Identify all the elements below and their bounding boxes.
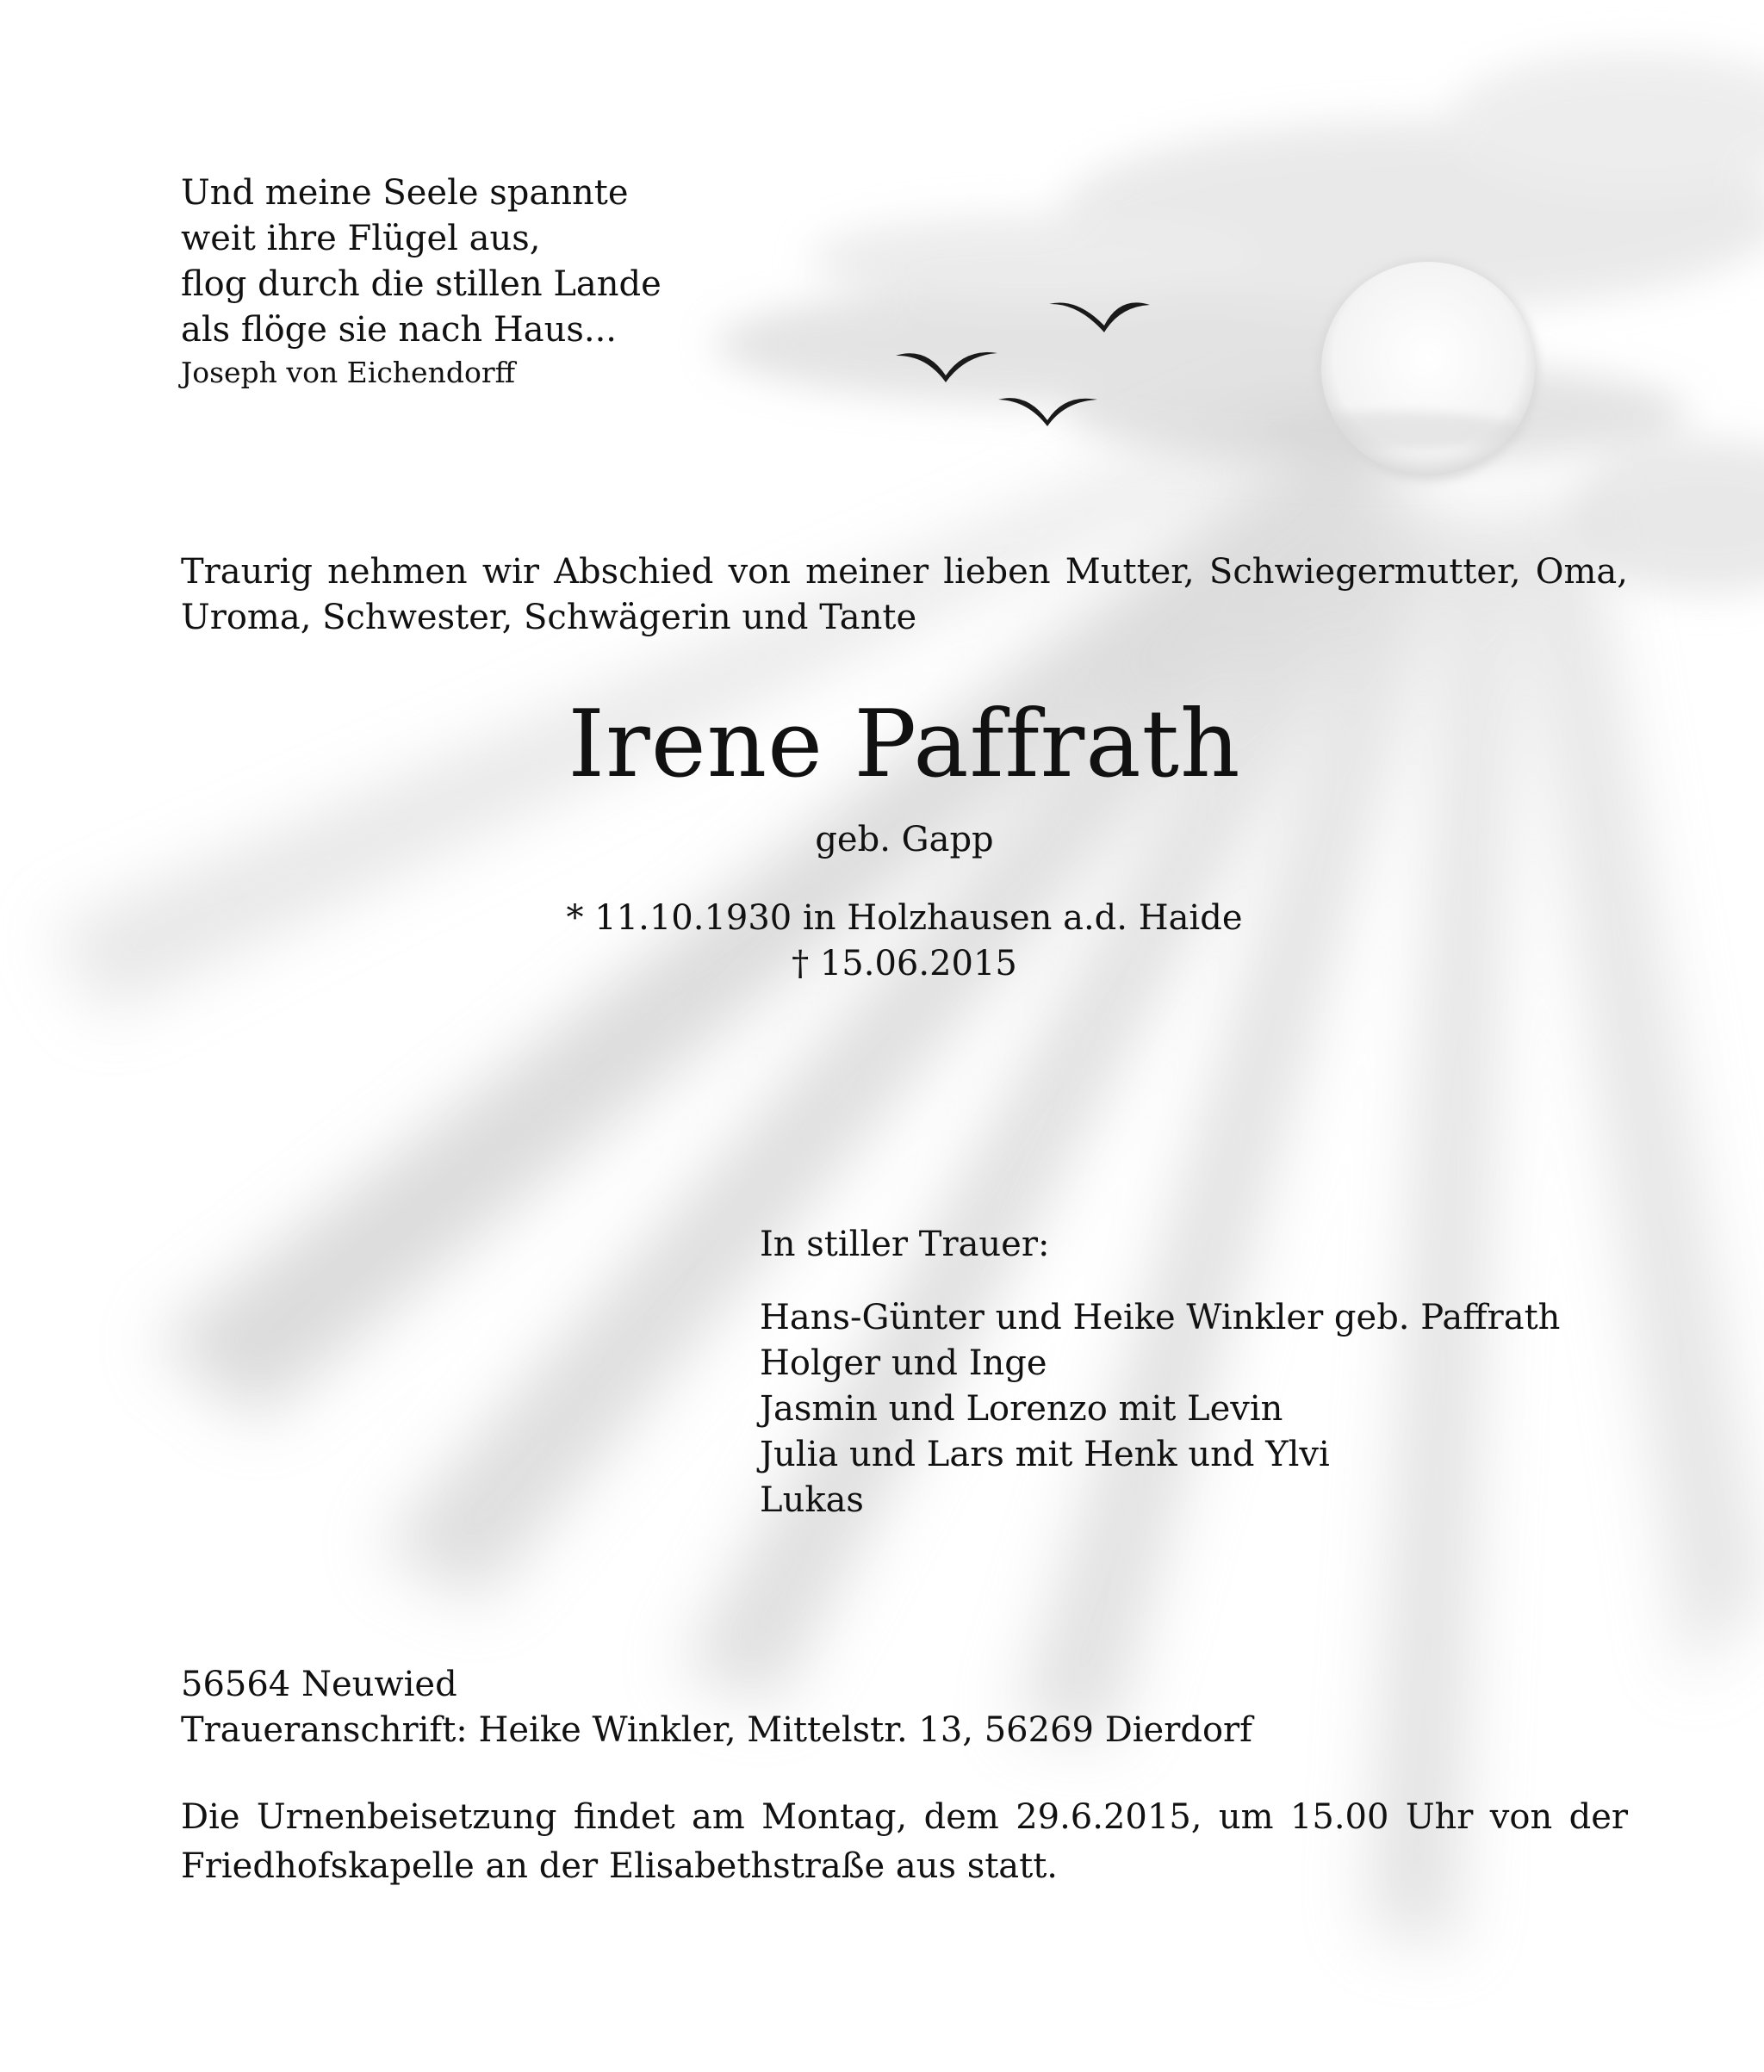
poem-author: Joseph von Eichendorff bbox=[181, 356, 516, 389]
deceased-name: Irene Paffrath bbox=[568, 691, 1241, 798]
address-block bbox=[181, 1662, 1252, 1753]
birth-date: * 11.10.1930 in Holzhausen a.d. Haide bbox=[566, 898, 1243, 938]
maiden-name: geb. Gapp bbox=[815, 820, 994, 859]
mourner-name: Lukas bbox=[760, 1480, 864, 1520]
service-notice: Die Urnenbeisetzung findet am Montag, dem 29.6.2015, um 15.00 Uhr von der Friedhofskapelle an der Elisabethstraße aus statt. bbox=[181, 1797, 1628, 1886]
city-line: 56564 Neuwied bbox=[181, 1665, 457, 1704]
mourner-name: Holger und Inge bbox=[760, 1343, 1047, 1383]
mourner-name: Hans-Günter und Heike Winkler geb. Paffrath bbox=[760, 1298, 1561, 1337]
mourning-heading: In stiller Trauer: bbox=[760, 1225, 1050, 1264]
poem bbox=[181, 171, 662, 393]
farewell-intro: Traurig nehmen wir Abschied von meiner lieben Mutter, Schwiegermutter, Oma, Uroma, Schwester, Schwägerin und Tante bbox=[181, 552, 1628, 637]
mourning-address: Traueranschrift: Heike Winkler, Mittelstr. 13, 56269 Dierdorf bbox=[181, 1710, 1252, 1750]
poem-line: als flöge sie nach Haus... bbox=[181, 310, 617, 350]
poem-line: weit ihre Flügel aus, bbox=[181, 219, 541, 258]
poem-line: flog durch die stillen Lande bbox=[181, 264, 662, 304]
death-date: † 15.06.2015 bbox=[792, 944, 1017, 983]
mourner-name: Jasmin und Lorenzo mit Levin bbox=[760, 1389, 1283, 1429]
mourner-name: Julia und Lars mit Henk und Ylvi bbox=[760, 1435, 1330, 1474]
life-dates bbox=[0, 896, 1764, 987]
poem-line: Und meine Seele spannte bbox=[181, 173, 629, 213]
mourners-list bbox=[760, 1295, 1560, 1523]
